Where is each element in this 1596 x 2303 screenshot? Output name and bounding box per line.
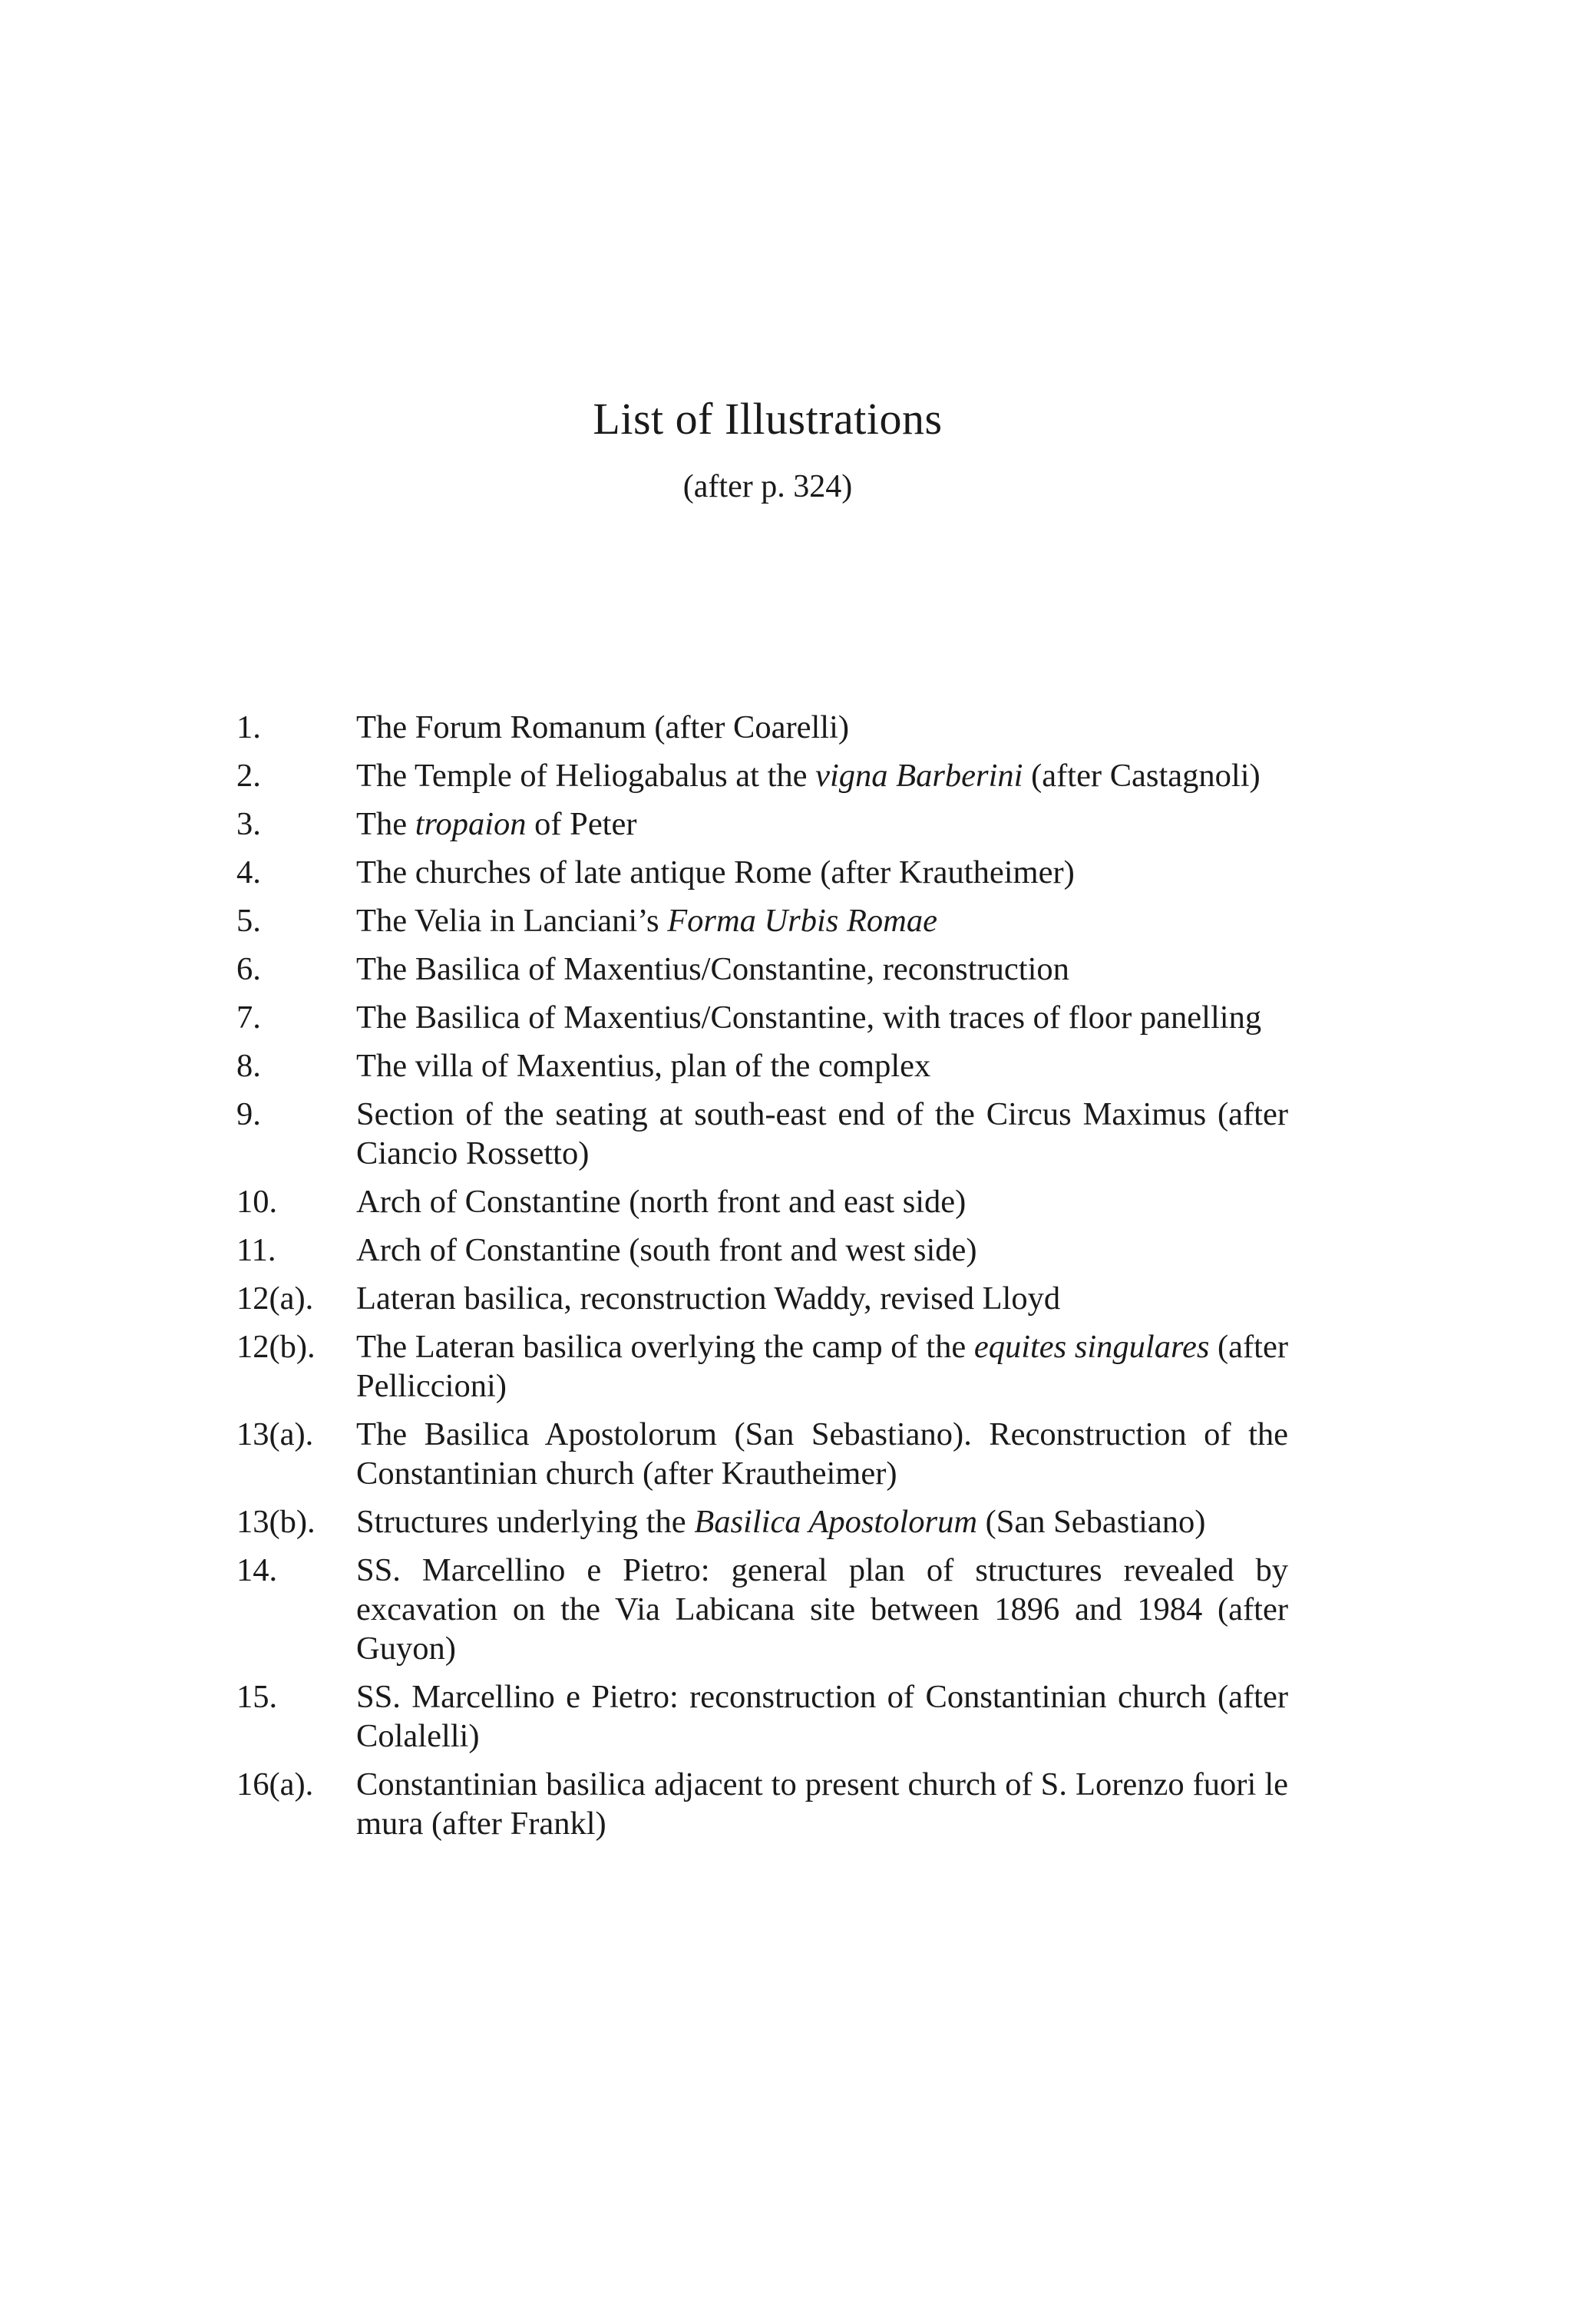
illustration-number: 3. (236, 806, 261, 842)
caption-italic-segment: equites singulares (973, 1329, 1210, 1365)
caption-italic-segment: Forma Urbis Romae (667, 903, 937, 939)
caption-segment: The Basilica of Maxentius/Constantine, with traces of floor panelling (356, 1000, 1262, 1036)
illustration-number: 1. (236, 709, 261, 745)
illustration-number: 9. (236, 1096, 261, 1132)
illustration-number: 10. (236, 1184, 278, 1220)
illustration-number: 13(a). (236, 1416, 314, 1452)
illustration-caption (356, 903, 937, 939)
illustrations-list (236, 708, 1288, 1852)
illustration-number: 16(a). (236, 1766, 314, 1802)
illustration-number: 13(b). (236, 1504, 316, 1540)
list-item (236, 708, 1288, 747)
illustration-number: 5. (236, 903, 261, 939)
list-item (236, 1095, 1288, 1173)
illustration-caption (356, 1504, 1205, 1540)
illustration-number: 12(b). (236, 1329, 316, 1365)
caption-segment: Arch of Constantine (south front and west side) (356, 1232, 977, 1268)
illustration-number: 7. (236, 1000, 261, 1036)
illustration-caption (356, 1552, 1288, 1667)
illustration-caption (356, 758, 1261, 794)
caption-segment: Section of the seating at south-east end of the Circus Maximus (after Ciancio Rossetto) (356, 1096, 1288, 1171)
list-item (236, 1279, 1288, 1318)
caption-segment: The Basilica Apostolorum (San Sebastiano). Reconstruction of the Constantinian church (after Krautheimer) (356, 1416, 1288, 1492)
illustration-caption (356, 1280, 1060, 1317)
illustration-caption (356, 1416, 1288, 1492)
illustration-caption (356, 854, 1075, 890)
caption-segment: The Velia in Lanciani’s (356, 903, 668, 939)
page-title: List of Illustrations (593, 394, 943, 444)
list-item (236, 950, 1288, 989)
caption-segment: The Basilica of Maxentius/Constantine, reconstruction (356, 951, 1069, 987)
caption-segment: Constantinian basilica adjacent to present church of S. Lorenzo fuori le mura (after Frankl) (356, 1766, 1288, 1842)
caption-segment: The (356, 806, 415, 842)
illustration-caption (356, 806, 637, 842)
illustration-number: 14. (236, 1552, 278, 1588)
caption-segment: (San Sebastiano) (977, 1504, 1206, 1540)
caption-italic-segment: vigna Barberini (815, 758, 1023, 794)
illustration-caption (356, 1000, 1261, 1036)
caption-segment: The villa of Maxentius, plan of the complex (356, 1048, 931, 1084)
list-item (236, 901, 1288, 940)
illustration-caption (356, 1184, 966, 1220)
list-item (236, 1765, 1288, 1843)
caption-segment: Structures underlying the (356, 1504, 695, 1540)
caption-segment: SS. Marcellino e Pietro: general plan of structures revealed by excavation on the Via Labicana site between 1896 and 1984 (after Guyon) (356, 1552, 1288, 1667)
list-item (236, 1677, 1288, 1756)
list-item (236, 1327, 1288, 1406)
list-item (236, 1551, 1288, 1668)
list-item (236, 805, 1288, 844)
list-item (236, 1046, 1288, 1085)
caption-segment: (after Castagnoli) (1023, 758, 1261, 794)
caption-segment: The Lateran basilica overlying the camp of the (356, 1329, 974, 1365)
list-item (236, 1231, 1288, 1270)
illustration-caption (356, 1232, 977, 1268)
illustration-number: 8. (236, 1048, 261, 1084)
caption-segment: The Temple of Heliogabalus at the (356, 758, 816, 794)
list-item (236, 756, 1288, 795)
list-item (236, 853, 1288, 892)
illustration-caption (356, 1329, 1288, 1404)
caption-segment: (after Pelliccioni) (356, 1329, 1288, 1404)
illustration-caption (356, 1766, 1288, 1842)
illustration-caption (356, 1679, 1288, 1754)
illustration-number: 12(a). (236, 1280, 314, 1317)
page-subtitle: (after p. 324) (682, 469, 853, 504)
illustration-number: 6. (236, 951, 261, 987)
illustration-number: 4. (236, 854, 261, 890)
list-item (236, 998, 1288, 1037)
caption-segment: SS. Marcellino e Pietro: reconstruction of Constantinian church (after Colalelli) (356, 1679, 1288, 1754)
illustration-number: 15. (236, 1679, 278, 1715)
caption-italic-segment: tropaion (415, 806, 527, 842)
list-item (236, 1182, 1288, 1221)
illustration-number: 11. (236, 1232, 276, 1268)
caption-segment: Arch of Constantine (north front and east side) (356, 1184, 967, 1220)
caption-italic-segment: Basilica Apostolorum (694, 1504, 978, 1540)
list-item (236, 1502, 1288, 1541)
list-item (236, 1415, 1288, 1493)
illustration-caption (356, 1048, 930, 1084)
illustration-caption (356, 1096, 1288, 1171)
illustration-caption (356, 709, 849, 745)
caption-segment: of Peter (526, 806, 637, 842)
caption-segment: The churches of late antique Rome (after Krautheimer) (356, 854, 1075, 890)
illustration-caption (356, 951, 1069, 987)
illustration-number: 2. (236, 758, 261, 794)
caption-segment: Lateran basilica, reconstruction Waddy, revised Lloyd (356, 1280, 1061, 1317)
caption-segment: The Forum Romanum (after Coarelli) (356, 709, 850, 745)
